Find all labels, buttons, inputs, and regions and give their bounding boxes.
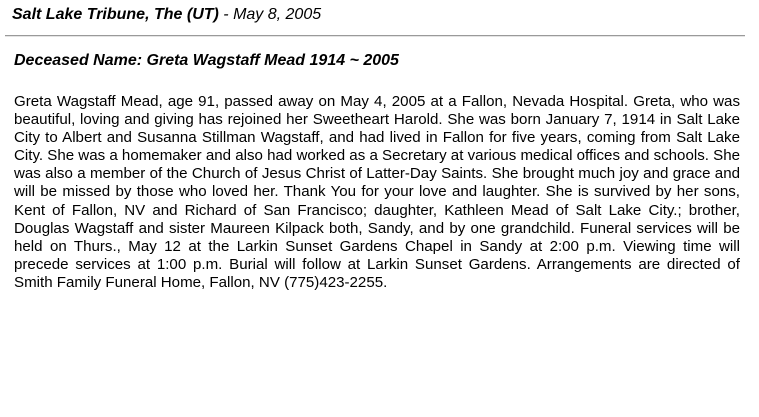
header-separator: -: [218, 6, 234, 23]
source-header: [12, 5, 321, 25]
obituary-text: Greta Wagstaff Mead, age 91, passed away on May 4, 2005 at a Fallon, Nevada Hospital. Greta, who was beautiful, loving and giving has rejoined her Sweetheart Harold. She was born January 7, 1914 in Salt Lake City to Albert and Susanna Stillman Wagstaff, and had lived in Fallon for five years, coming from Salt Lake City. She was a homemaker and also had worked as a Secretary at various medical offices and schools. She was also a member of the Church of Jesus Christ of Latter-Day Saints. She brought much joy and grace and will be missed by those who loved her. Thank You for your love and laughter. She is survived by her sons, Kent of Fallon, NV and Richard of San Francisco; daughter, Kathleen Mead of Salt Lake City.; brother, Douglas Wagstaff and sister Maureen Kilpack both, Sandy, and by one grandchild. Funeral services will be held on Thurs., May 12 at the Larkin Sunset Gardens Chapel in Sandy at 2:00 p.m. Viewing time will precede services at 1:00 p.m. Burial will follow at Larkin Sunset Gardens. Arrangements are directed of Smith Family Funeral Home, Fallon, NV (775)423-2255.: [14, 93, 740, 291]
newspaper-name: Salt Lake Tribune, The (UT): [12, 6, 219, 23]
deceased-name-heading: Deceased Name: Greta Wagstaff Mead 1914 ~ 2005: [14, 52, 399, 69]
publication-date: May 8, 2005: [233, 6, 322, 23]
header-divider: [5, 35, 745, 37]
